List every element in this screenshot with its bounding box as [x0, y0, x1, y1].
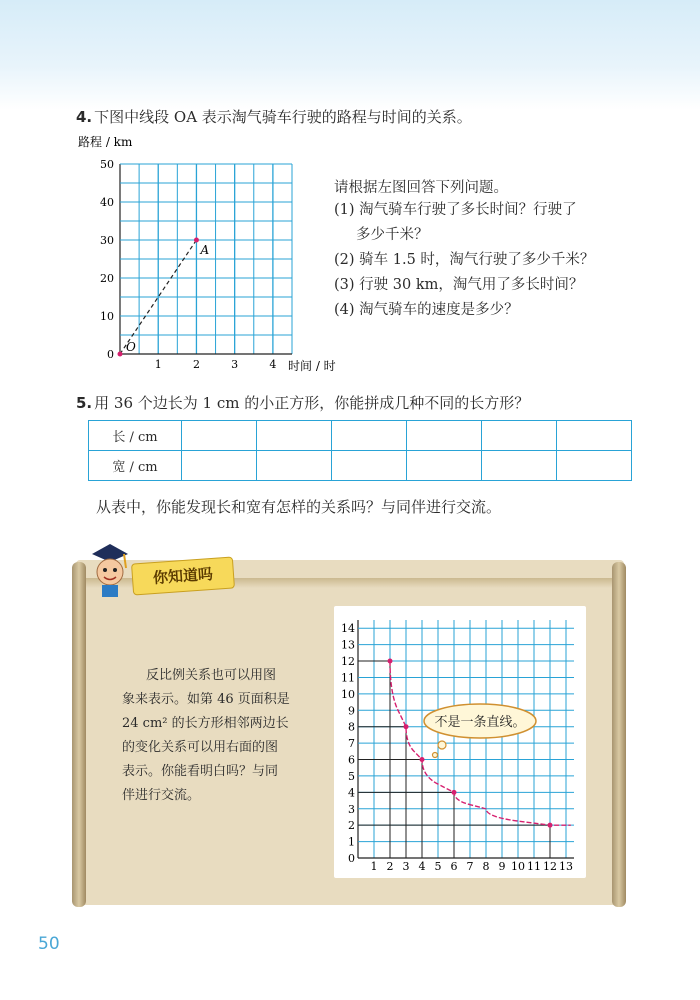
chart1-y-tick-label: 20 — [100, 272, 114, 285]
chart2-y-tick-label: 14 — [341, 622, 355, 636]
chart2-x-tick-label: 7 — [466, 860, 474, 873]
chart2-y-tick-label: 1 — [348, 835, 355, 849]
table-cell[interactable] — [557, 421, 632, 451]
chart2-ticks — [341, 622, 573, 873]
know-line-4: 的变化关系可以用右面的图 — [122, 740, 279, 755]
chart2-x-tick-label: 4 — [418, 860, 426, 873]
table-cell[interactable] — [182, 421, 257, 451]
point-o-label: O — [126, 340, 136, 354]
rectangle-table — [88, 420, 632, 481]
chart2-x-tick-label: 12 — [543, 860, 557, 873]
know-line-3: 24 cm² 的长方形相邻两边长 — [122, 716, 289, 731]
question-4-item-4: (4) 淘气骑车的速度是多少？ — [334, 302, 519, 318]
chart2-x-tick-label: 6 — [450, 860, 458, 873]
know-line-2: 象来表示。如第 46 页面积是 — [122, 692, 290, 707]
chart2-y-tick-label: 6 — [348, 753, 355, 767]
row-label-length: 长 / cm — [89, 421, 182, 451]
chart2-y-tick-label: 2 — [348, 819, 355, 833]
chart1-y-tick-label: 0 — [107, 348, 114, 361]
chart2-y-tick-label: 11 — [341, 671, 355, 685]
chart2-x-tick-label: 8 — [482, 860, 490, 873]
student-mascot-icon — [88, 540, 132, 598]
chart2-y-tick-label: 4 — [348, 786, 355, 800]
know-text — [122, 664, 290, 808]
point-a — [194, 238, 199, 243]
question-5-text: 用 36 个边长为 1 cm 的小正方形，你能拼成几种不同的长方形？ — [94, 394, 530, 412]
question-4-title — [76, 106, 472, 127]
know-line-5: 表示。你能看明白吗？与同 — [122, 764, 279, 779]
chart1-y-tick-label: 30 — [100, 234, 114, 247]
chart1-x-tick-label: 3 — [231, 358, 239, 371]
table-row-length — [89, 421, 632, 451]
chart1-y-tick-label: 50 — [100, 158, 114, 171]
question-4-number: 4. — [76, 108, 93, 126]
chart1-x-tick-label: 1 — [154, 358, 162, 371]
chart2-y-tick-label: 7 — [348, 737, 355, 751]
chart2-x-tick-label: 9 — [498, 860, 506, 873]
chart2-y-tick-label: 12 — [341, 655, 355, 669]
chart2-data-point — [420, 757, 425, 762]
table-cell[interactable] — [257, 451, 332, 481]
point-a-label: A — [200, 243, 210, 257]
question-4-items — [334, 198, 594, 323]
chart2-x-tick-label: 11 — [527, 860, 541, 873]
chart1-y-tick-label: 40 — [100, 196, 114, 209]
table-cell[interactable] — [332, 421, 407, 451]
question-4-item-1-cont: 多少千米？ — [356, 227, 429, 243]
chart2-y-tick-label: 5 — [348, 769, 355, 783]
know-badge-label: 你知道吗 — [152, 564, 214, 588]
chart2-y-tick-label: 13 — [341, 638, 355, 652]
know-line-6: 伴进行交流。 — [122, 788, 201, 803]
table-cell[interactable] — [557, 451, 632, 481]
table-cell[interactable] — [482, 421, 557, 451]
chart1-grid — [120, 164, 292, 354]
question-4-item-3: (3) 行驶 30 km，淘气用了多长时间？ — [334, 277, 584, 293]
table-row-width — [89, 451, 632, 481]
table-cell[interactable] — [332, 451, 407, 481]
chart2-x-tick-label: 10 — [511, 860, 525, 873]
question-4-prompt-text: 请根据左图回答下列问题。 — [334, 180, 508, 196]
chart1-y-label: 路程 / km — [78, 135, 133, 149]
chart2-y-tick-label: 0 — [348, 852, 355, 865]
reciprocal-chart — [334, 606, 586, 878]
chart2-x-tick-label: 3 — [402, 860, 410, 873]
chart1-y-tick-label: 10 — [100, 310, 114, 323]
header-band — [0, 0, 700, 110]
chart2-y-tick-label: 3 — [348, 802, 355, 816]
chart2-data-point — [548, 823, 553, 828]
question-4-item-1: (1) 淘气骑车行驶了多长时间？行驶了 — [334, 202, 577, 218]
table-cell[interactable] — [182, 451, 257, 481]
question-4-text: 下图中线段 OA 表示淘气骑车行驶的路程与时间的关系。 — [94, 108, 472, 126]
chart2-y-tick-label: 8 — [348, 720, 355, 734]
chart2-data-point — [388, 659, 393, 664]
question-5-followup: 从表中，你能发现长和宽有怎样的关系吗？与同伴进行交流。 — [96, 498, 502, 516]
chart1-x-label: 时间 / 时 — [288, 359, 336, 373]
chart1-x-tick-label: 2 — [192, 358, 200, 371]
table-cell[interactable] — [407, 451, 482, 481]
chart2-x-tick-label: 2 — [386, 860, 394, 873]
chart1-x-tick-label: 4 — [269, 358, 277, 371]
point-o — [118, 352, 123, 357]
question-5-number: 5. — [76, 394, 93, 412]
table-cell[interactable] — [257, 421, 332, 451]
know-line-1: 反比例关系也可以用图 — [146, 668, 277, 683]
chart2-data-point — [452, 790, 457, 795]
question-5-title — [76, 392, 529, 413]
chart2-x-tick-label: 13 — [559, 860, 573, 873]
chart2-y-tick-label: 9 — [348, 704, 355, 718]
chart2-x-tick-label: 1 — [370, 860, 378, 873]
row-label-width: 宽 / cm — [89, 451, 182, 481]
scroll-left-roller — [72, 562, 86, 907]
page-number: 50 — [38, 934, 60, 954]
thought-bubble — [424, 704, 536, 758]
chart2-data-point — [404, 724, 409, 729]
table-cell[interactable] — [482, 451, 557, 481]
distance-time-chart — [70, 130, 336, 380]
chart2-x-tick-label: 5 — [434, 860, 442, 873]
callout-text: 不是一条直线。 — [434, 715, 526, 730]
question-4-item-2: (2) 骑车 1.5 时，淘气行驶了多少千米？ — [334, 252, 595, 268]
chart2-y-tick-label: 10 — [341, 687, 355, 701]
table-cell[interactable] — [407, 421, 482, 451]
scroll-right-roller — [612, 562, 626, 907]
